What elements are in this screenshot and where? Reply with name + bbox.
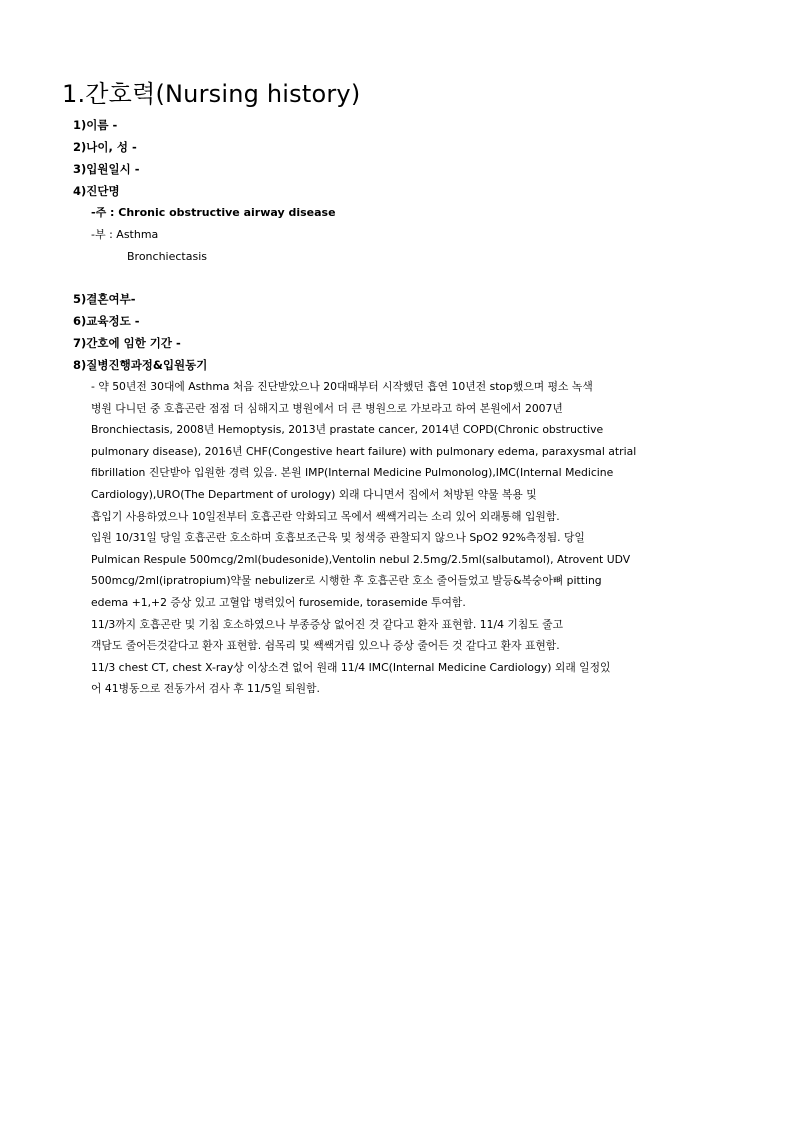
history-paragraph	[73, 376, 757, 700]
history-line: 병원 다니던 중 호흡곤란 점점 더 심해지고 병원에서 더 큰 병원으로 가보라고 하여 본원에서 2007년	[91, 401, 563, 415]
item-nursing-period: 7)간호에 임한 기간 -	[73, 336, 181, 350]
item-name: 1)이름 -	[73, 118, 118, 132]
item-diagnosis: 4)진단명	[73, 184, 120, 198]
history-line: 어 41병동으로 전동가서 검사 후 11/5일 퇴원함.	[91, 682, 320, 696]
history-line: Cardiology),URO(The Department of urology) 외래 다니면서 집에서 처방된 약물 복용 및	[91, 487, 537, 501]
item-admission-date: 3)입원일시 -	[73, 162, 140, 176]
history-line: 11/3 chest CT, chest X-ray상 이상소견 없어 원래 11/4 IMC(Internal Medicine Cardiology) 외래 일정있	[91, 660, 611, 674]
history-line: 객담도 줄어든것같다고 환자 표현함. 쉼목리 및 쌕쌕거림 있으나 증상 줄어든 것 같다고 환자 표현함.	[91, 639, 560, 653]
diagnosis-main: -주 : Chronic obstructive airway disease	[91, 206, 336, 219]
history-line: edema +1,+2 증상 있고 고혈압 병력있어 furosemide, torasemide 투여함.	[91, 595, 466, 609]
item-history-title: 8)질병진행과정&입원동기	[73, 358, 208, 372]
history-line: 11/3까지 호흡곤란 및 기침 호소하였으나 부종증상 없어진 것 같다고 환자 표현함. 11/4 기침도 줄고	[91, 617, 564, 631]
history-line: 500mcg/2ml(ipratropium)약물 nebulizer로 시행한 후 호흡곤란 호소 줄어들었고 발등&복숭아뼈 pitting	[91, 574, 602, 588]
history-line: - 약 50년전 30대에 Asthma 처음 진단받았으나 20대때부터 시작했던 흡연 10년전 stop했으며 평소 녹색	[91, 380, 593, 393]
item-education: 6)교육정도 -	[73, 314, 140, 328]
history-line: fibrillation 진단받아 입원한 경력 있음. 본원 IMP(Internal Medicine Pulmonolog),IMC(Internal Medicine	[91, 466, 614, 480]
history-line: Pulmican Respule 500mcg/2ml(budesonide),Ventolin nebul 2.5mg/2.5ml(salbutamol), Atrovent UDV	[91, 552, 631, 566]
diagnosis-sub: -부 : Asthma	[91, 228, 159, 241]
spacer	[73, 268, 753, 288]
history-line: 입원 10/31일 당일 호흡곤란 호소하며 호흡보조근육 및 청색증 관찰되지 않으나 SpO2 92%측정됨. 당일	[91, 531, 585, 545]
history-line: pulmonary disease), 2016년 CHF(Congestive heart failure) with pulmonary edema, paraxysmal atrial	[91, 444, 637, 458]
item-marital-status: 5)결혼여부-	[73, 292, 136, 306]
nursing-history-list	[73, 114, 753, 700]
diagnosis-sub-2: Bronchiectasis	[127, 250, 207, 263]
history-line: 흡입기 사용하였으나 10일전부터 호흡곤란 악화되고 목에서 쌕쌕거리는 소리 있어 외래통해 입원함.	[91, 509, 560, 523]
page-title: 1.간호력(Nursing history)	[62, 80, 361, 108]
item-age-sex: 2)나이, 성 -	[73, 140, 137, 154]
history-line: Bronchiectasis, 2008년 Hemoptysis, 2013년 prastate cancer, 2014년 COPD(Chronic obstructive	[91, 423, 604, 437]
